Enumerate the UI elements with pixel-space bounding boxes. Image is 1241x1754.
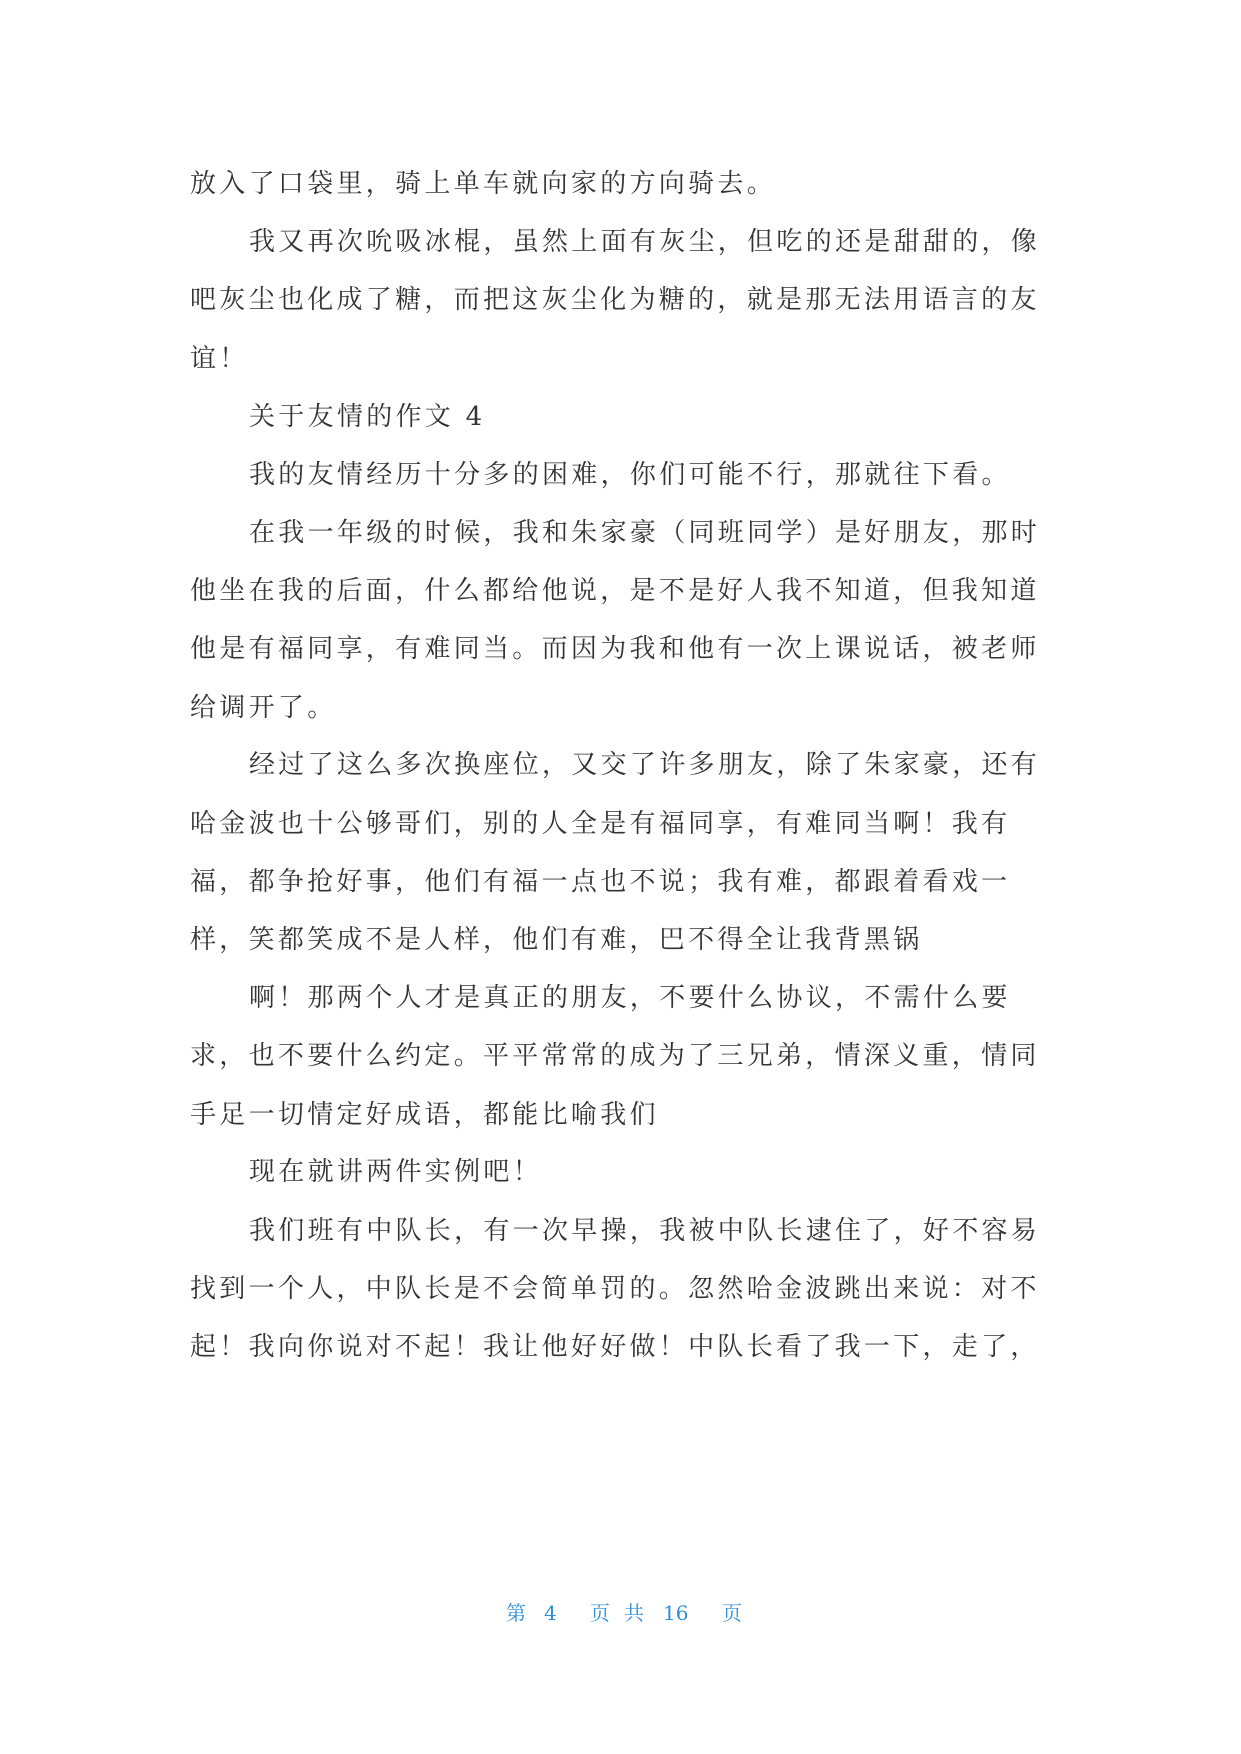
paragraph-line: 给调开了。 (190, 693, 337, 723)
paragraph-line: 我又再次吮吸冰棍，虽然上面有灰尘，但吃的还是甜甜的，像 (249, 227, 1041, 257)
paragraph-line: 谊！ (190, 344, 249, 374)
paragraph-line: 我的友情经历十分多的困难，你们可能不行，那就往下看。 (249, 460, 1011, 490)
total-pages-number: 16 (663, 1601, 689, 1625)
section-heading: 关于友情的作文 4 (249, 402, 486, 432)
current-page-number: 4 (544, 1601, 557, 1625)
paragraph-line: 吧灰尘也化成了糖，而把这灰尘化为糖的，就是那无法用语言的友 (190, 285, 1040, 315)
paragraph-line: 福，都争抢好事，他们有福一点也不说；我有难，都跟着看戏一 (190, 867, 1011, 897)
paragraph-line: 放入了口袋里，骑上单车就向家的方向骑去。 (190, 169, 777, 199)
paragraph-line: 手足一切情定好成语，都能比喻我们 (190, 1100, 659, 1130)
page-label-suffix: 页 (722, 1601, 742, 1625)
page-label-middle: 页共 (590, 1601, 658, 1625)
paragraph-line: 求，也不要什么约定。平平常常的成为了三兄弟，情深义重，情同 (190, 1041, 1040, 1071)
page-label-prefix: 第 (506, 1601, 526, 1625)
paragraph-line: 找到一个人，中队长是不会简单罚的。忽然哈金波跳出来说：对不 (190, 1274, 1040, 1304)
paragraph-line: 经过了这么多次换座位，又交了许多朋友，除了朱家豪，还有 (249, 750, 1041, 780)
paragraph-line: 哈金波也十公够哥们，别的人全是有福同享，有难同当啊！我有 (190, 809, 1011, 839)
paragraph-line: 在我一年级的时候，我和朱家豪（同班同学）是好朋友，那时 (249, 518, 1041, 548)
paragraph-line: 啊！那两个人才是真正的朋友，不要什么协议，不需什么要 (249, 983, 1011, 1013)
paragraph-line: 现在就讲两件实例吧！ (249, 1157, 543, 1187)
paragraph-line: 样，笑都笑成不是人样，他们有难，巴不得全让我背黑锅 (190, 925, 923, 955)
paragraph-line: 他坐在我的后面，什么都给他说，是不是好人我不知道，但我知道 (190, 576, 1040, 606)
paragraph-line: 他是有福同享，有难同当。而因为我和他有一次上课说话，被老师 (190, 634, 1040, 664)
paragraph-line: 我们班有中队长，有一次早操，我被中队长逮住了，好不容易 (249, 1216, 1041, 1246)
page-footer (0, 1598, 1241, 1628)
paragraph-line: 起！我向你说对不起！我让他好好做！中队长看了我一下，走了， (190, 1332, 1040, 1362)
